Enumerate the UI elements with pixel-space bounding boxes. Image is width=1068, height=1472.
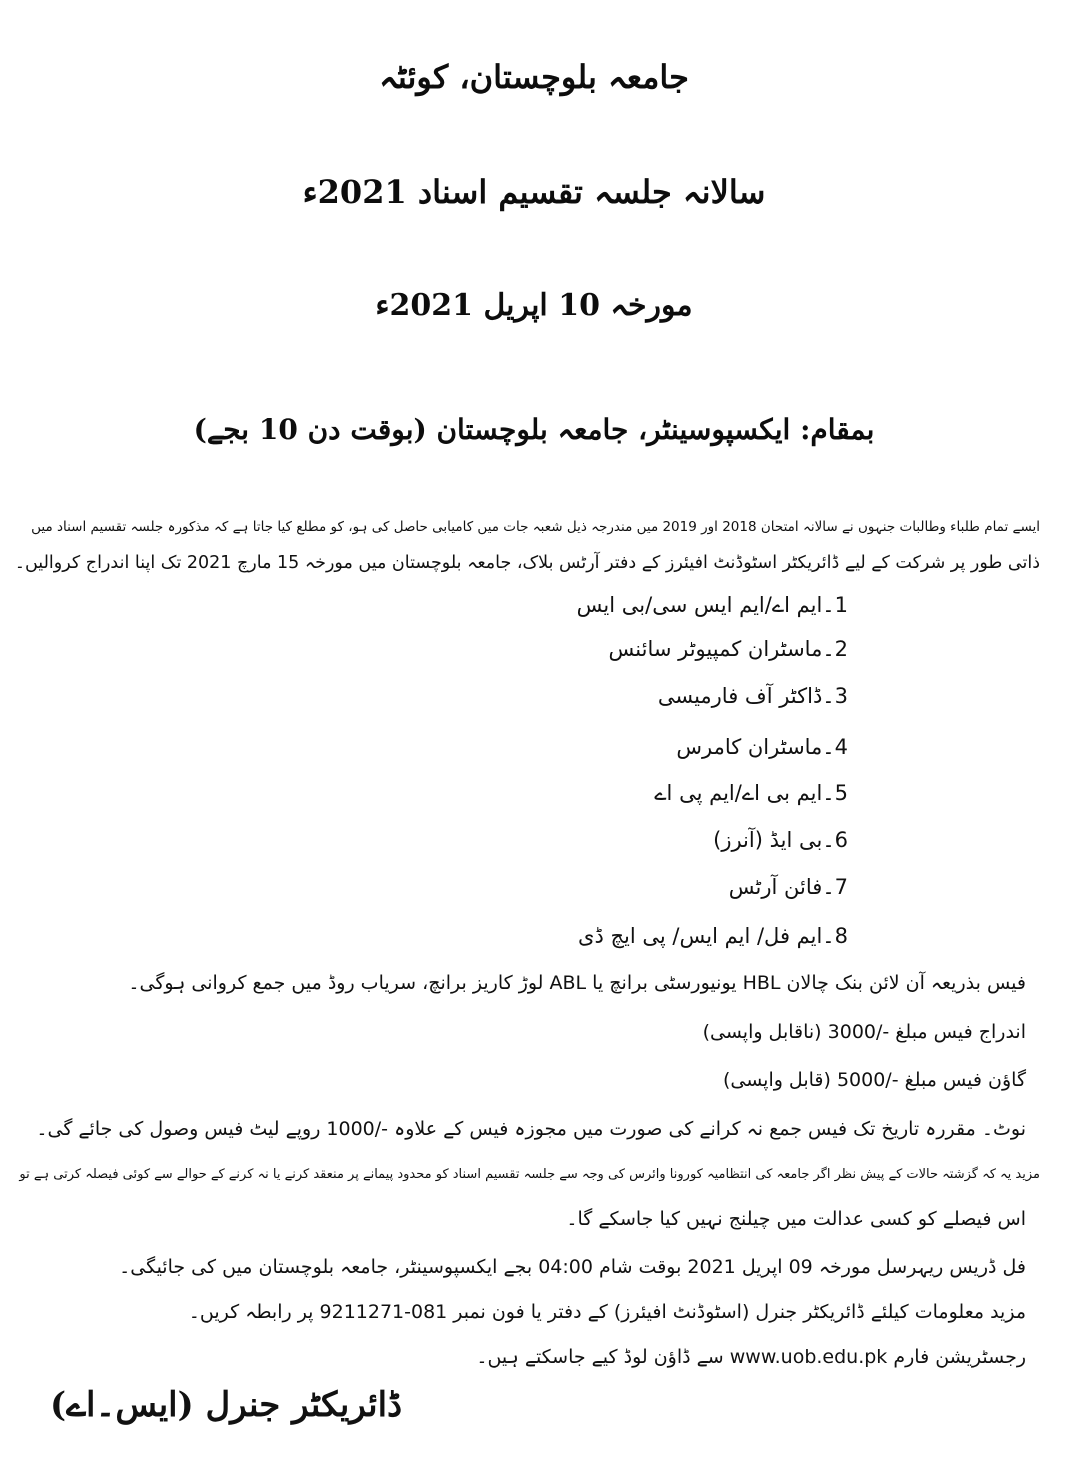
program-item: 4۔ماسٹران کامرس — [676, 735, 848, 759]
download-note: رجسٹریشن فارم www.uob.edu.pk سے ڈاؤن لوڈ کیے جاسکتے ہیں۔ — [476, 1346, 1026, 1368]
event-date: مورخہ 10 اپریل 2021ء — [375, 288, 693, 323]
intro-line-1: ایسے تمام طلباء وطالبات جنہوں نے سالانہ امتحان 2018 اور 2019 میں مندرجہ ذیل شعبہ جات میں کامیابی حاصل کی ہو، کو مطلع کیا جاتا ہے کہ مذکورہ جلسہ تقسیم اسناد میں — [31, 519, 1040, 535]
registration-fee: اندراج فیس مبلغ -/3000 (ناقابل واپسی) — [702, 1021, 1026, 1043]
intro-line-2: ذاتی طور پر شرکت کے لیے ڈائریکٹر اسٹوڈنٹ افیئرز کے دفتر آرٹس بلاک، جامعہ بلوچستان میں مورخہ 15 مارچ 2021 تک اپنا اندراج کروالیں۔ — [14, 553, 1040, 573]
program-item: 8۔ایم فل/ ایم ایس/ پی ایچ ڈی — [578, 924, 848, 948]
university-title: جامعہ بلوچستان، کوئٹہ — [379, 58, 689, 96]
program-item: 7۔فائن آرٹس — [728, 875, 848, 899]
covid-note-line-2: اس فیصلے کو کسی عدالت میں چیلنج نہیں کیا جاسکے گا۔ — [566, 1208, 1026, 1230]
event-venue: بمقام: ایکسپوسینٹر، جامعہ بلوچستان (بوقت دن 10 بجے) — [193, 413, 875, 446]
signature-director-general: ڈائریکٹر جنرل (ایس۔اے) — [50, 1385, 403, 1425]
late-fee-note: نوٹ۔ مقررہ تاریخ تک فیس جمع نہ کرانے کی صورت میں مجوزہ فیس کے علاوہ -/1000 روپے لیٹ فیس وصول کی جائے گی۔ — [36, 1118, 1026, 1140]
program-item: 3۔ڈاکٹر آف فارمیسی — [657, 684, 848, 708]
fee-payment-info: فیس بذریعہ آن لائن بنک چالان HBL یونیورسٹی برانچ یا ABL لوڑ کاریز برانچ، سریاب روڈ میں جمع کروانی ہوگی۔ — [128, 972, 1026, 994]
event-title: سالانہ جلسہ تقسیم اسناد 2021ء — [302, 173, 766, 211]
rehearsal-note: فل ڈریس ریہرسل مورخہ 09 اپریل 2021 بوقت شام 04:00 بجے ایکسپوسینٹر، جامعہ بلوچستان میں کی جائیگی۔ — [119, 1256, 1026, 1278]
program-item: 6۔بی ایڈ (آنرز) — [713, 828, 848, 852]
program-item: 1۔ایم اے/ایم ایس سی/بی ایس — [576, 593, 848, 617]
program-item: 2۔ماسٹران کمپیوٹر سائنس — [608, 637, 848, 661]
program-item: 5۔ایم بی اے/ایم پی اے — [654, 781, 848, 805]
contact-note: مزید معلومات کیلئے ڈائریکٹر جنرل (اسٹوڈنٹ افیئرز) کے دفتر یا فون نمبر 081-9211271 پر رابطہ کریں۔ — [188, 1301, 1026, 1323]
covid-note-line-1: مزید یہ کہ گزشتہ حالات کے پیش نظر اگر جامعہ کی انتظامیہ کورونا وائرس کی وجہ سے جلسہ تقسیم اسناد کو محدود پیمانے پر منعقد کرنے یا نہ کرنے کے حوالے سے کوئی فیصلہ کرتی ہے تو — [19, 1167, 1040, 1182]
gown-fee: گاؤن فیس مبلغ -/5000 (قابل واپسی) — [722, 1069, 1026, 1091]
